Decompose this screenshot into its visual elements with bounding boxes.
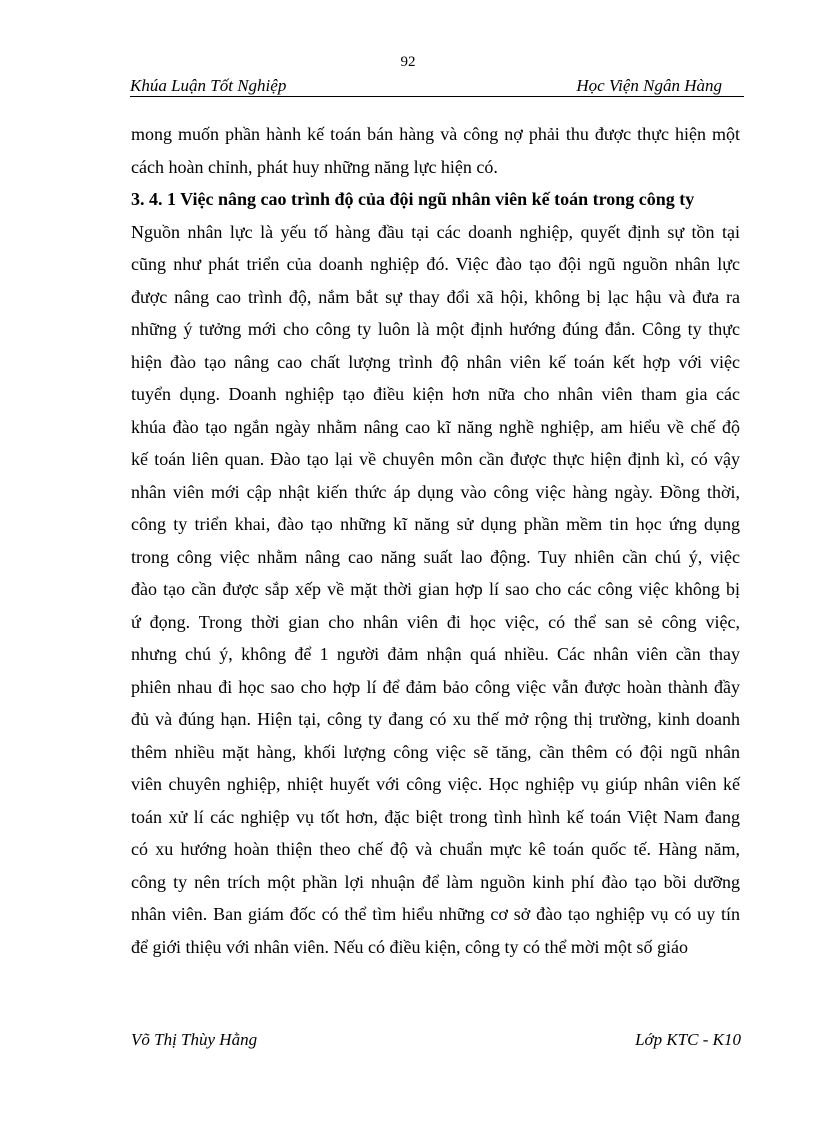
- document-body: [131, 118, 740, 963]
- text-line: những ý tưởng mới cho công ty luôn là một định hướng đúng đắn. Công ty thực: [131, 319, 740, 339]
- text-line: viên chuyên nghiệp, nhiệt huyết với công việc. Học nghiệp vụ giúp nhân viên kế: [131, 774, 740, 794]
- text-line: toán xử lí các nghiệp vụ tốt hơn, đặc biệt trong tình hình kế toán Việt Nam đang: [131, 806, 740, 827]
- text-line: nhân viên mới cập nhật kiến thức áp dụng vào công việc hàng ngày. Đồng thời,: [131, 481, 740, 502]
- text-line: đủ và đúng hạn. Hiện tại, công ty đang có xu thế mở rộng thị trường, kinh doanh: [131, 709, 740, 729]
- page-header: [130, 74, 744, 97]
- footer-author: Võ Thị Thùy Hằng: [131, 1030, 258, 1049]
- text-line: trong công việc nhằm nâng cao năng suất lao động. Tuy nhiên cần chú ý, việc: [131, 546, 740, 567]
- text-line: phiên nhau đi học sao cho hợp lí để đảm bảo công việc vẫn được hoàn thành đầy: [131, 676, 740, 697]
- footer-class: Lớp KTC - K10: [635, 1030, 741, 1049]
- text-line: công ty nên trích một phần lợi nhuận để làm nguồn kinh phí đào tạo bồi dưỡng: [131, 871, 740, 892]
- text-line: nhân viên. Ban giám đốc có thể tìm hiểu những cơ sở đào tạo nghiệp vụ có uy tín: [131, 904, 740, 924]
- text-line: hiện đào tạo nâng cao chất lượng trình độ nhân viên kế toán kết hợp với việc: [131, 351, 740, 372]
- text-line: khúa đào tạo ngắn ngày nhằm nâng cao kĩ năng nghề nghiệp, am hiểu về chế độ: [131, 416, 740, 437]
- text-line: có xu hướng hoàn thiện theo chế độ và chuẩn mực kê toán quốc tế. Hàng năm,: [131, 839, 740, 859]
- text-line: cách hoàn chỉnh, phát huy những năng lực hiện có.: [131, 156, 498, 177]
- text-line: kế toán liên quan. Đào tạo lại về chuyên môn cần được thực hiện định kì, có vậy: [131, 449, 740, 469]
- text-line: công ty triển khai, đào tạo những kĩ năng sử dụng phần mềm tin học ứng dụng: [131, 514, 740, 534]
- text-line: được nâng cao trình độ, nắm bắt sự thay đổi xã hội, không bị lạc hậu và đưa ra: [131, 286, 740, 307]
- text-line: nhưng chú ý, không để 1 người đảm nhận quá nhiều. Các nhân viên cần thay: [131, 644, 740, 664]
- text-line: đào tạo cần được sắp xếp về mặt thời gian hợp lí sao cho các công việc không bị: [131, 579, 740, 599]
- page-number: 92: [400, 54, 416, 70]
- section-heading: 3. 4. 1 Việc nâng cao trình độ của đội ngũ nhân viên kế toán trong công ty: [131, 189, 695, 209]
- text-line: tuyển dụng. Doanh nghiệp tạo điều kiện hơn nữa cho nhân viên tham gia các: [131, 384, 740, 404]
- text-line: Nguồn nhân lực là yếu tố hàng đầu tại các doanh nghiệp, quyết định sự tồn tại: [131, 221, 740, 242]
- text-line: ứ đọng. Trong thời gian cho nhân viên đi học việc, có thể san sẻ công việc,: [131, 611, 740, 632]
- page-footer: [131, 1030, 741, 1052]
- text-line: thêm nhiều mặt hàng, khối lượng công việc sẽ tăng, cần thêm có đội ngũ nhân: [131, 741, 740, 762]
- text-line: cũng như phát triển của doanh nghiệp đó. Việc đào tạo đội ngũ nguồn nhân lực: [131, 254, 740, 274]
- header-institution: Học Viện Ngân Hàng: [576, 76, 722, 95]
- text-line: mong muốn phần hành kế toán bán hàng và công nợ phải thu được thực hiện một: [131, 124, 740, 144]
- text-line: để giới thiệu với nhân viên. Nếu có điều kiện, công ty có thể mời một số giáo: [131, 936, 688, 957]
- header-thesis-title: Khúa Luận Tốt Nghiệp: [130, 76, 287, 95]
